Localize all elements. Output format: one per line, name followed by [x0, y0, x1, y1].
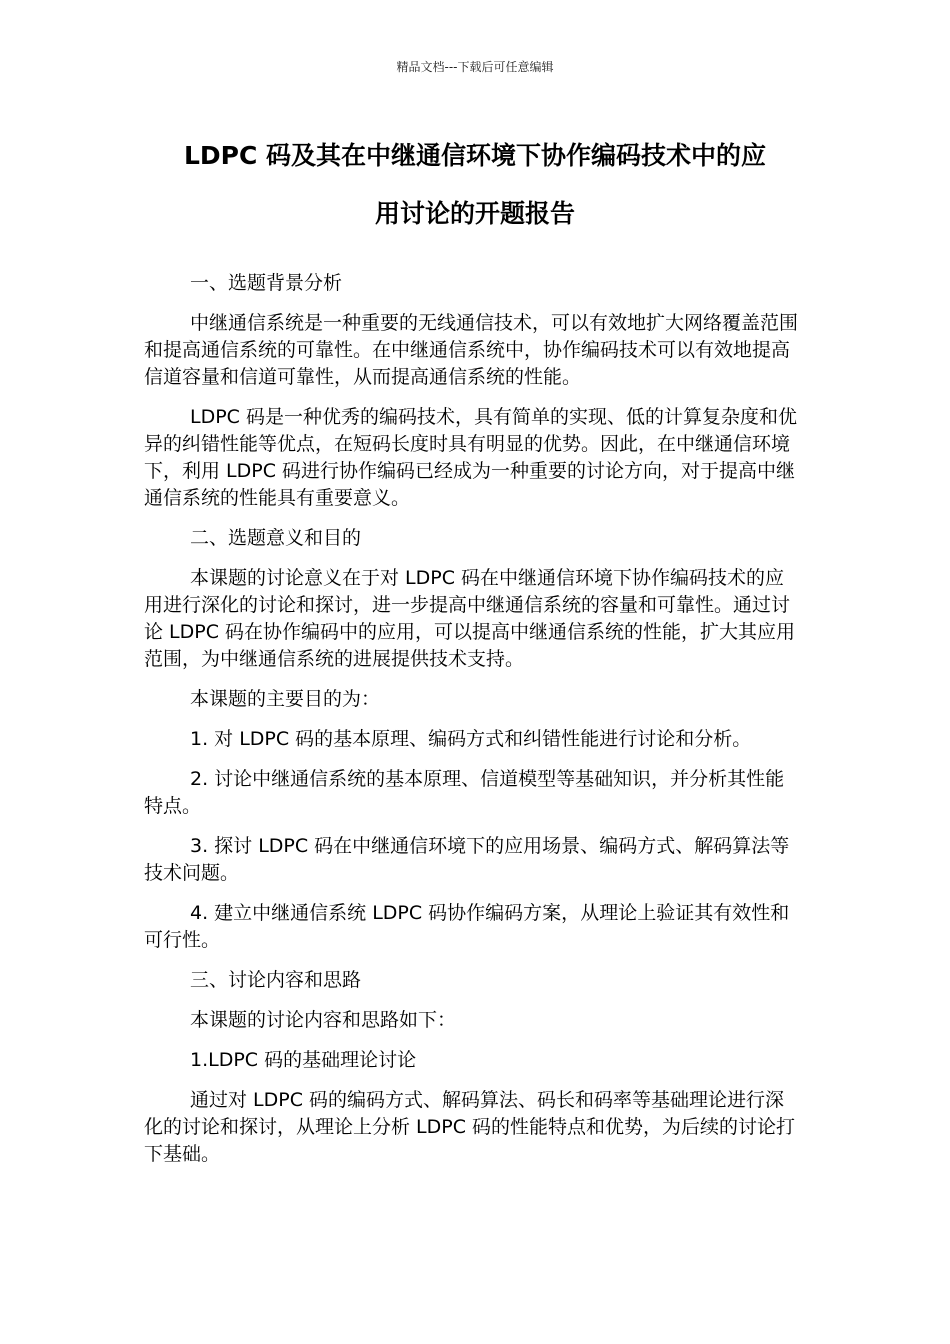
section-heading-background: 一、选题背景分析: [190, 272, 343, 294]
list-item: 4. 建立中继通信系统 LDPC 码协作编码方案，从理论上验证其有效性和可行性。: [144, 902, 790, 951]
section-heading-significance: 二、选题意义和目的: [190, 527, 362, 549]
paragraph: 本课题的讨论意义在于对 LDPC 码在中继通信环境下协作编码技术的应用进行深化的讨论和探讨，进一步提高中继通信系统的容量和可靠性。通过讨论 LDPC 码在协作编码中的应用，可以提高中继通信系统的性能，扩大其应用范围，为中继通信系统的进展提供技术支持。: [144, 567, 796, 670]
list-item: 2. 讨论中继通信系统的基本原理、信道模型等基础知识，并分析其性能特点。: [144, 768, 785, 817]
paragraph: LDPC 码是一种优秀的编码技术，具有简单的实现、低的计算复杂度和优异的纠错性能等优点，在短码长度时具有明显的优势。因此，在中继通信环境下，利用 LDPC 码进行协作编码已经成为一种重要的讨论方向，对于提高中继通信系统的性能具有重要意义。: [144, 406, 797, 509]
list-item: 1. 对 LDPC 码的基本原理、编码方式和纠错性能进行讨论和分析。: [190, 728, 752, 750]
paragraph: 通过对 LDPC 码的编码方式、解码算法、码长和码率等基础理论进行深化的讨论和探讨，从理论上分析 LDPC 码的性能特点和优势，为后续的讨论打下基础。: [144, 1089, 796, 1165]
document-title-line-2: 用讨论的开题报告: [374, 199, 575, 228]
list-item: 3. 探讨 LDPC 码在中继通信环境下的应用场景、编码方式、解码算法等技术问题。: [144, 835, 790, 884]
paragraph: 本课题的主要目的为：: [190, 688, 381, 710]
paragraph: 本课题的讨论内容和思路如下：: [190, 1009, 457, 1031]
paragraph: 中继通信系统是一种重要的无线通信技术，可以有效地扩大网络覆盖范围和提高通信系统的可靠性。在中继通信系统中，协作编码技术可以有效地提高信道容量和信道可靠性，从而提高通信系统的性能。: [144, 312, 799, 388]
header-note: 精品文档---下载后可任意编辑: [396, 60, 554, 74]
section-heading-content: 三、讨论内容和思路: [190, 969, 362, 991]
document-body: [144, 270, 800, 1181]
document-title-line-1: LDPC 码及其在中继通信环境下协作编码技术中的应: [183, 141, 767, 170]
subheading: 1.LDPC 码的基础理论讨论: [190, 1049, 417, 1071]
